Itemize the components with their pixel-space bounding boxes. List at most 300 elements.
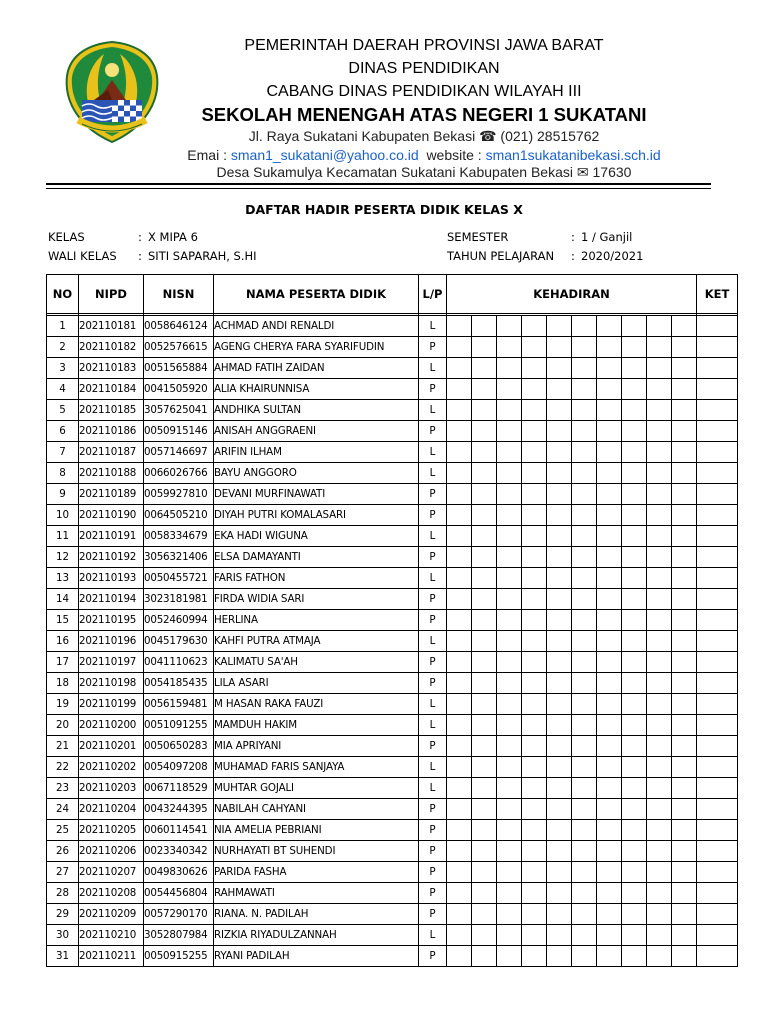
attendance-cell[interactable]	[672, 358, 697, 379]
attendance-cell[interactable]	[647, 694, 672, 715]
attendance-cell[interactable]	[447, 673, 472, 694]
attendance-cell[interactable]	[547, 421, 572, 442]
attendance-cell[interactable]	[572, 925, 597, 946]
attendance-cell[interactable]	[672, 421, 697, 442]
attendance-cell[interactable]	[547, 757, 572, 778]
attendance-cell[interactable]	[497, 547, 522, 568]
attendance-cell[interactable]	[622, 631, 647, 652]
attendance-cell[interactable]	[472, 400, 497, 421]
attendance-cell[interactable]	[522, 799, 547, 820]
attendance-cell[interactable]	[672, 400, 697, 421]
attendance-cell[interactable]	[572, 421, 597, 442]
attendance-cell[interactable]	[597, 526, 622, 547]
attendance-cell[interactable]	[547, 316, 572, 337]
attendance-cell[interactable]	[622, 925, 647, 946]
attendance-cell[interactable]	[547, 673, 572, 694]
attendance-cell[interactable]	[622, 904, 647, 925]
attendance-cell[interactable]	[622, 568, 647, 589]
attendance-cell[interactable]	[597, 925, 622, 946]
attendance-cell[interactable]	[647, 715, 672, 736]
attendance-cell[interactable]	[547, 589, 572, 610]
notes-cell[interactable]	[697, 610, 738, 631]
attendance-cell[interactable]	[522, 883, 547, 904]
attendance-cell[interactable]	[522, 463, 547, 484]
attendance-cell[interactable]	[497, 505, 522, 526]
notes-cell[interactable]	[697, 778, 738, 799]
attendance-cell[interactable]	[472, 715, 497, 736]
attendance-cell[interactable]	[547, 820, 572, 841]
attendance-cell[interactable]	[497, 778, 522, 799]
attendance-cell[interactable]	[447, 421, 472, 442]
attendance-cell[interactable]	[472, 841, 497, 862]
attendance-cell[interactable]	[572, 883, 597, 904]
attendance-cell[interactable]	[497, 589, 522, 610]
attendance-cell[interactable]	[472, 589, 497, 610]
attendance-cell[interactable]	[572, 484, 597, 505]
attendance-cell[interactable]	[572, 316, 597, 337]
attendance-cell[interactable]	[647, 757, 672, 778]
attendance-cell[interactable]	[522, 568, 547, 589]
attendance-cell[interactable]	[497, 883, 522, 904]
attendance-cell[interactable]	[597, 484, 622, 505]
attendance-cell[interactable]	[572, 358, 597, 379]
attendance-cell[interactable]	[547, 925, 572, 946]
attendance-cell[interactable]	[572, 442, 597, 463]
attendance-cell[interactable]	[497, 673, 522, 694]
attendance-cell[interactable]	[672, 526, 697, 547]
attendance-cell[interactable]	[472, 568, 497, 589]
attendance-cell[interactable]	[547, 715, 572, 736]
attendance-cell[interactable]	[572, 715, 597, 736]
attendance-cell[interactable]	[522, 715, 547, 736]
attendance-cell[interactable]	[672, 862, 697, 883]
attendance-cell[interactable]	[497, 337, 522, 358]
attendance-cell[interactable]	[497, 631, 522, 652]
attendance-cell[interactable]	[622, 652, 647, 673]
attendance-cell[interactable]	[572, 337, 597, 358]
attendance-cell[interactable]	[622, 421, 647, 442]
attendance-cell[interactable]	[447, 463, 472, 484]
notes-cell[interactable]	[697, 820, 738, 841]
notes-cell[interactable]	[697, 337, 738, 358]
attendance-cell[interactable]	[522, 736, 547, 757]
attendance-cell[interactable]	[672, 799, 697, 820]
attendance-cell[interactable]	[672, 778, 697, 799]
attendance-cell[interactable]	[522, 820, 547, 841]
attendance-cell[interactable]	[647, 610, 672, 631]
attendance-cell[interactable]	[472, 925, 497, 946]
attendance-cell[interactable]	[672, 736, 697, 757]
attendance-cell[interactable]	[672, 883, 697, 904]
attendance-cell[interactable]	[622, 358, 647, 379]
attendance-cell[interactable]	[547, 505, 572, 526]
attendance-cell[interactable]	[497, 568, 522, 589]
attendance-cell[interactable]	[597, 316, 622, 337]
attendance-cell[interactable]	[522, 904, 547, 925]
attendance-cell[interactable]	[597, 463, 622, 484]
attendance-cell[interactable]	[597, 799, 622, 820]
attendance-cell[interactable]	[522, 862, 547, 883]
attendance-cell[interactable]	[647, 946, 672, 967]
attendance-cell[interactable]	[447, 904, 472, 925]
attendance-cell[interactable]	[597, 610, 622, 631]
attendance-cell[interactable]	[447, 862, 472, 883]
notes-cell[interactable]	[697, 589, 738, 610]
attendance-cell[interactable]	[672, 547, 697, 568]
attendance-cell[interactable]	[572, 673, 597, 694]
attendance-cell[interactable]	[647, 841, 672, 862]
attendance-cell[interactable]	[547, 841, 572, 862]
attendance-cell[interactable]	[497, 358, 522, 379]
attendance-cell[interactable]	[647, 526, 672, 547]
attendance-cell[interactable]	[522, 778, 547, 799]
attendance-cell[interactable]	[672, 694, 697, 715]
attendance-cell[interactable]	[647, 463, 672, 484]
attendance-cell[interactable]	[497, 904, 522, 925]
attendance-cell[interactable]	[647, 316, 672, 337]
attendance-cell[interactable]	[647, 820, 672, 841]
attendance-cell[interactable]	[672, 820, 697, 841]
notes-cell[interactable]	[697, 631, 738, 652]
notes-cell[interactable]	[697, 379, 738, 400]
attendance-cell[interactable]	[622, 337, 647, 358]
attendance-cell[interactable]	[597, 862, 622, 883]
attendance-cell[interactable]	[497, 862, 522, 883]
attendance-cell[interactable]	[447, 925, 472, 946]
attendance-cell[interactable]	[597, 736, 622, 757]
attendance-cell[interactable]	[572, 820, 597, 841]
notes-cell[interactable]	[697, 757, 738, 778]
attendance-cell[interactable]	[497, 421, 522, 442]
attendance-cell[interactable]	[547, 862, 572, 883]
notes-cell[interactable]	[697, 358, 738, 379]
attendance-cell[interactable]	[622, 694, 647, 715]
attendance-cell[interactable]	[572, 610, 597, 631]
attendance-cell[interactable]	[472, 463, 497, 484]
attendance-cell[interactable]	[472, 694, 497, 715]
attendance-cell[interactable]	[522, 421, 547, 442]
attendance-cell[interactable]	[597, 715, 622, 736]
attendance-cell[interactable]	[497, 484, 522, 505]
attendance-cell[interactable]	[672, 442, 697, 463]
attendance-cell[interactable]	[672, 904, 697, 925]
attendance-cell[interactable]	[472, 358, 497, 379]
attendance-cell[interactable]	[647, 400, 672, 421]
attendance-cell[interactable]	[472, 883, 497, 904]
attendance-cell[interactable]	[472, 610, 497, 631]
attendance-cell[interactable]	[447, 841, 472, 862]
attendance-cell[interactable]	[547, 442, 572, 463]
attendance-cell[interactable]	[472, 484, 497, 505]
notes-cell[interactable]	[697, 883, 738, 904]
attendance-cell[interactable]	[447, 316, 472, 337]
attendance-cell[interactable]	[572, 631, 597, 652]
attendance-cell[interactable]	[447, 526, 472, 547]
attendance-cell[interactable]	[572, 841, 597, 862]
attendance-cell[interactable]	[522, 547, 547, 568]
attendance-cell[interactable]	[647, 904, 672, 925]
attendance-cell[interactable]	[522, 694, 547, 715]
attendance-cell[interactable]	[647, 505, 672, 526]
attendance-cell[interactable]	[597, 442, 622, 463]
attendance-cell[interactable]	[547, 547, 572, 568]
attendance-cell[interactable]	[597, 337, 622, 358]
attendance-cell[interactable]	[522, 442, 547, 463]
attendance-cell[interactable]	[497, 715, 522, 736]
attendance-cell[interactable]	[647, 652, 672, 673]
attendance-cell[interactable]	[672, 379, 697, 400]
attendance-cell[interactable]	[497, 316, 522, 337]
attendance-cell[interactable]	[622, 547, 647, 568]
notes-cell[interactable]	[697, 904, 738, 925]
attendance-cell[interactable]	[522, 652, 547, 673]
attendance-cell[interactable]	[597, 946, 622, 967]
notes-cell[interactable]	[697, 484, 738, 505]
notes-cell[interactable]	[697, 673, 738, 694]
attendance-cell[interactable]	[647, 568, 672, 589]
attendance-cell[interactable]	[647, 883, 672, 904]
attendance-cell[interactable]	[497, 652, 522, 673]
attendance-cell[interactable]	[572, 400, 597, 421]
attendance-cell[interactable]	[622, 316, 647, 337]
attendance-cell[interactable]	[572, 505, 597, 526]
attendance-cell[interactable]	[647, 736, 672, 757]
attendance-cell[interactable]	[447, 883, 472, 904]
notes-cell[interactable]	[697, 694, 738, 715]
attendance-cell[interactable]	[597, 547, 622, 568]
attendance-cell[interactable]	[622, 715, 647, 736]
attendance-cell[interactable]	[497, 379, 522, 400]
attendance-cell[interactable]	[572, 904, 597, 925]
attendance-cell[interactable]	[522, 946, 547, 967]
notes-cell[interactable]	[697, 547, 738, 568]
attendance-cell[interactable]	[447, 547, 472, 568]
attendance-cell[interactable]	[447, 757, 472, 778]
attendance-cell[interactable]	[522, 673, 547, 694]
attendance-cell[interactable]	[472, 736, 497, 757]
attendance-cell[interactable]	[622, 799, 647, 820]
attendance-cell[interactable]	[622, 505, 647, 526]
attendance-cell[interactable]	[622, 484, 647, 505]
attendance-cell[interactable]	[497, 799, 522, 820]
attendance-cell[interactable]	[547, 400, 572, 421]
attendance-cell[interactable]	[597, 358, 622, 379]
attendance-cell[interactable]	[647, 778, 672, 799]
attendance-cell[interactable]	[497, 610, 522, 631]
attendance-cell[interactable]	[622, 400, 647, 421]
attendance-cell[interactable]	[547, 463, 572, 484]
attendance-cell[interactable]	[672, 946, 697, 967]
attendance-cell[interactable]	[472, 442, 497, 463]
attendance-cell[interactable]	[522, 484, 547, 505]
attendance-cell[interactable]	[672, 652, 697, 673]
attendance-cell[interactable]	[522, 610, 547, 631]
attendance-cell[interactable]	[597, 778, 622, 799]
attendance-cell[interactable]	[497, 526, 522, 547]
attendance-cell[interactable]	[447, 400, 472, 421]
attendance-cell[interactable]	[547, 379, 572, 400]
attendance-cell[interactable]	[597, 568, 622, 589]
attendance-cell[interactable]	[622, 862, 647, 883]
attendance-cell[interactable]	[597, 820, 622, 841]
notes-cell[interactable]	[697, 925, 738, 946]
attendance-cell[interactable]	[447, 820, 472, 841]
attendance-cell[interactable]	[472, 631, 497, 652]
attendance-cell[interactable]	[547, 568, 572, 589]
attendance-cell[interactable]	[547, 799, 572, 820]
attendance-cell[interactable]	[597, 505, 622, 526]
attendance-cell[interactable]	[547, 337, 572, 358]
notes-cell[interactable]	[697, 316, 738, 337]
attendance-cell[interactable]	[547, 484, 572, 505]
attendance-cell[interactable]	[497, 820, 522, 841]
attendance-cell[interactable]	[647, 379, 672, 400]
attendance-cell[interactable]	[647, 673, 672, 694]
notes-cell[interactable]	[697, 568, 738, 589]
attendance-cell[interactable]	[572, 379, 597, 400]
notes-cell[interactable]	[697, 421, 738, 442]
attendance-cell[interactable]	[672, 757, 697, 778]
attendance-cell[interactable]	[447, 337, 472, 358]
attendance-cell[interactable]	[447, 778, 472, 799]
attendance-cell[interactable]	[572, 526, 597, 547]
attendance-cell[interactable]	[547, 904, 572, 925]
attendance-cell[interactable]	[672, 673, 697, 694]
attendance-cell[interactable]	[622, 820, 647, 841]
attendance-cell[interactable]	[622, 526, 647, 547]
attendance-cell[interactable]	[472, 421, 497, 442]
attendance-cell[interactable]	[447, 568, 472, 589]
attendance-cell[interactable]	[547, 778, 572, 799]
attendance-cell[interactable]	[622, 610, 647, 631]
attendance-cell[interactable]	[647, 484, 672, 505]
attendance-cell[interactable]	[647, 337, 672, 358]
attendance-cell[interactable]	[647, 631, 672, 652]
attendance-cell[interactable]	[572, 946, 597, 967]
attendance-cell[interactable]	[447, 358, 472, 379]
attendance-cell[interactable]	[522, 631, 547, 652]
attendance-cell[interactable]	[472, 946, 497, 967]
attendance-cell[interactable]	[597, 904, 622, 925]
attendance-cell[interactable]	[622, 778, 647, 799]
notes-cell[interactable]	[697, 526, 738, 547]
notes-cell[interactable]	[697, 442, 738, 463]
attendance-cell[interactable]	[672, 568, 697, 589]
attendance-cell[interactable]	[547, 883, 572, 904]
attendance-cell[interactable]	[572, 589, 597, 610]
attendance-cell[interactable]	[672, 589, 697, 610]
attendance-cell[interactable]	[547, 631, 572, 652]
attendance-cell[interactable]	[447, 799, 472, 820]
attendance-cell[interactable]	[672, 715, 697, 736]
attendance-cell[interactable]	[597, 400, 622, 421]
attendance-cell[interactable]	[547, 526, 572, 547]
attendance-cell[interactable]	[597, 883, 622, 904]
attendance-cell[interactable]	[447, 589, 472, 610]
attendance-cell[interactable]	[622, 673, 647, 694]
notes-cell[interactable]	[697, 400, 738, 421]
attendance-cell[interactable]	[647, 799, 672, 820]
notes-cell[interactable]	[697, 652, 738, 673]
attendance-cell[interactable]	[622, 589, 647, 610]
attendance-cell[interactable]	[447, 946, 472, 967]
attendance-cell[interactable]	[672, 337, 697, 358]
attendance-cell[interactable]	[447, 652, 472, 673]
attendance-cell[interactable]	[447, 736, 472, 757]
attendance-cell[interactable]	[647, 358, 672, 379]
attendance-cell[interactable]	[447, 379, 472, 400]
attendance-cell[interactable]	[497, 925, 522, 946]
attendance-cell[interactable]	[472, 757, 497, 778]
attendance-cell[interactable]	[572, 799, 597, 820]
attendance-cell[interactable]	[572, 652, 597, 673]
notes-cell[interactable]	[697, 946, 738, 967]
attendance-cell[interactable]	[647, 925, 672, 946]
notes-cell[interactable]	[697, 862, 738, 883]
attendance-cell[interactable]	[472, 652, 497, 673]
attendance-cell[interactable]	[647, 589, 672, 610]
attendance-cell[interactable]	[672, 484, 697, 505]
attendance-cell[interactable]	[622, 757, 647, 778]
attendance-cell[interactable]	[547, 610, 572, 631]
attendance-cell[interactable]	[647, 421, 672, 442]
attendance-cell[interactable]	[447, 505, 472, 526]
attendance-cell[interactable]	[672, 925, 697, 946]
attendance-cell[interactable]	[672, 505, 697, 526]
attendance-cell[interactable]	[622, 463, 647, 484]
attendance-cell[interactable]	[472, 820, 497, 841]
attendance-cell[interactable]	[497, 442, 522, 463]
attendance-cell[interactable]	[572, 862, 597, 883]
attendance-cell[interactable]	[547, 652, 572, 673]
attendance-cell[interactable]	[472, 316, 497, 337]
attendance-cell[interactable]	[447, 484, 472, 505]
attendance-cell[interactable]	[572, 694, 597, 715]
notes-cell[interactable]	[697, 841, 738, 862]
attendance-cell[interactable]	[522, 505, 547, 526]
attendance-cell[interactable]	[447, 610, 472, 631]
attendance-cell[interactable]	[472, 379, 497, 400]
attendance-cell[interactable]	[472, 862, 497, 883]
attendance-cell[interactable]	[522, 337, 547, 358]
attendance-cell[interactable]	[572, 778, 597, 799]
attendance-cell[interactable]	[472, 547, 497, 568]
attendance-cell[interactable]	[622, 946, 647, 967]
website-link[interactable]: sman1sukatanibekasi.sch.id	[485, 147, 661, 163]
attendance-cell[interactable]	[572, 568, 597, 589]
attendance-cell[interactable]	[597, 379, 622, 400]
attendance-cell[interactable]	[647, 547, 672, 568]
attendance-cell[interactable]	[647, 862, 672, 883]
attendance-cell[interactable]	[447, 631, 472, 652]
attendance-cell[interactable]	[547, 358, 572, 379]
attendance-cell[interactable]	[622, 736, 647, 757]
notes-cell[interactable]	[697, 505, 738, 526]
attendance-cell[interactable]	[672, 841, 697, 862]
attendance-cell[interactable]	[522, 316, 547, 337]
attendance-cell[interactable]	[622, 841, 647, 862]
notes-cell[interactable]	[697, 736, 738, 757]
attendance-cell[interactable]	[622, 442, 647, 463]
attendance-cell[interactable]	[572, 757, 597, 778]
attendance-cell[interactable]	[447, 715, 472, 736]
attendance-cell[interactable]	[672, 631, 697, 652]
attendance-cell[interactable]	[672, 610, 697, 631]
attendance-cell[interactable]	[497, 736, 522, 757]
attendance-cell[interactable]	[522, 379, 547, 400]
attendance-cell[interactable]	[447, 442, 472, 463]
attendance-cell[interactable]	[497, 946, 522, 967]
